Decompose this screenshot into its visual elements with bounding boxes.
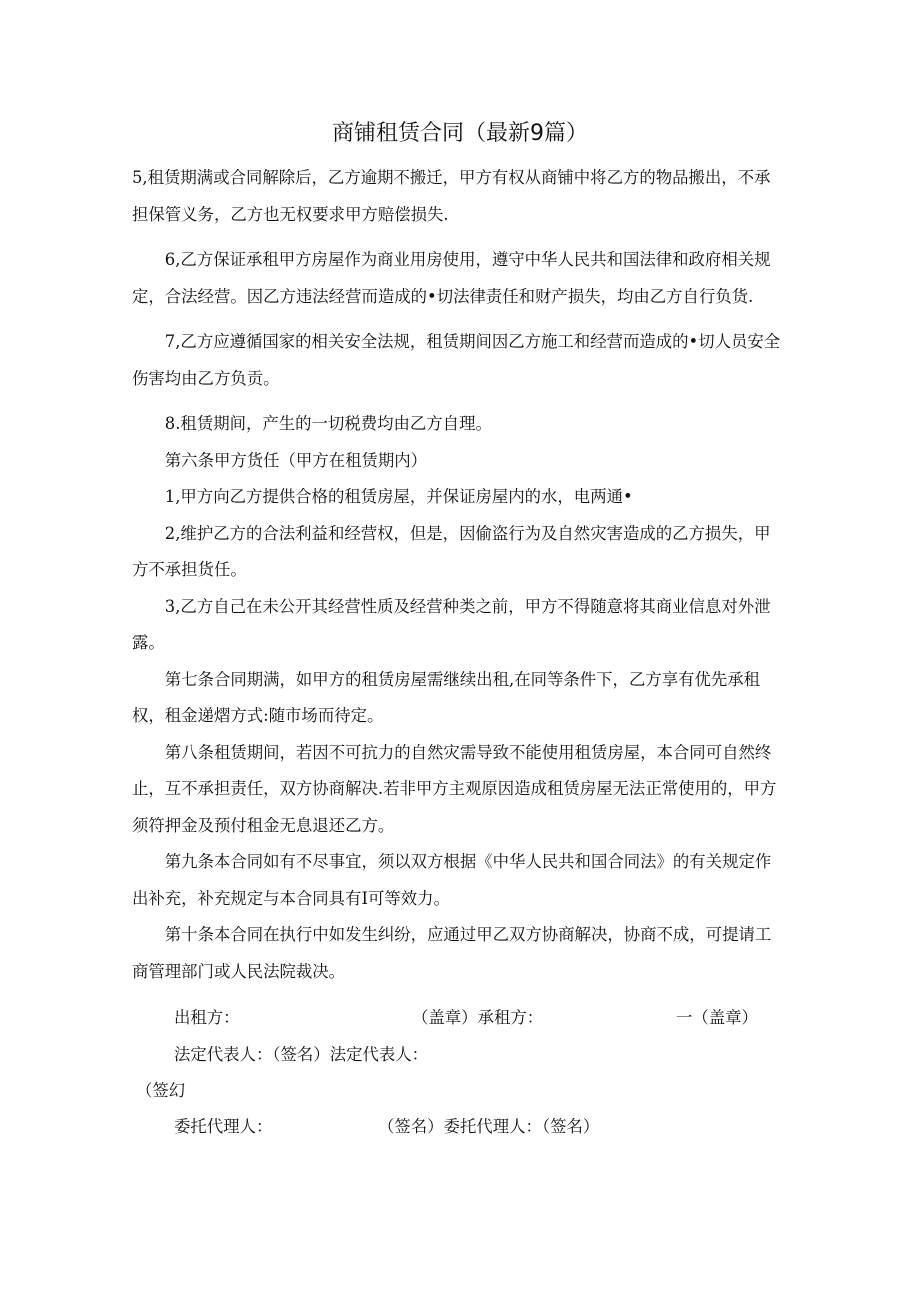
agent-label: 委托代理人： — [174, 1117, 273, 1136]
clause-8: 8.租赁期间，产生的一切税费均由乙方自理。 — [164, 414, 492, 433]
article-7: 第七条合同期满，如甲方的租赁房屋需继续出租,在同等条件下，乙方享有优先承租权，租金递熠方式:随市场而待定。 — [132, 669, 761, 725]
lessee-seal: 一（盖章） — [676, 1008, 758, 1027]
agent-signature-line: （签名）委托代理人：（签名） — [378, 1117, 600, 1136]
article-9: 第九条本合同如有不尽事宜，须以双方根据《中华人民共和国合同法》的有关规定作出补充，补充规定与本合同具有I可等效力。 — [132, 852, 772, 908]
lessor-label: 出租方： — [174, 1008, 240, 1027]
document-title: 商铺租赁合同（最新9篇） — [332, 121, 588, 146]
article-6-item-1: 1,甲方向乙方提供合格的租赁房屋，并保证房屋内的水，电两通• — [164, 487, 633, 506]
article-8: 第八条租赁期间，若因不可抗力的自然灾需导致不能使用租赁房屋，本合同可自然终止，互不承担责任，双方协商解决.若非甲方主观原因造成租赁房屋无法正常使用的，甲方须符押金及预付租金无息退还乙方。 — [132, 742, 777, 835]
article-6-item-3: 3,乙方自己在未公开其经营性质及经营种类之前，甲方不得随意将其商业信息对外泄露。 — [132, 596, 771, 652]
article-6-heading: 第六条甲方货任（甲方在租赁期内） — [164, 450, 428, 470]
article-6-item-2: 2,维护乙方的合法利益和经营权，但是，因偷盗行为及自然灾害造成的乙方损失，甲方不承担货任。 — [132, 523, 771, 579]
signature-fragment: （签幻 — [136, 1081, 186, 1100]
clause-6: 6,乙方保证承租甲方房屋作为商业用房使用，遵守中华人民共和国法律和政府相关规定，合法经营。因乙方违法经营而造成的•切法律责任和财产损失，均由乙方自行负货. — [132, 250, 771, 306]
legal-representative-line: 法定代表人：（签名）法定代表人： — [174, 1045, 429, 1064]
lessor-seal-lessee-label: （盖章）承租方： — [412, 1008, 544, 1027]
document-body — [132, 160, 782, 990]
clause-7: 7,乙方应遵循国家的相关安全法规，租赁期间因乙方施工和经营而造成的•切人员安全伤害均由乙方负贡。 — [132, 332, 781, 388]
clause-5: 5,租赁期满或合同解除后，乙方逾期不搬迁，甲方有权从商铺中将乙方的物品搬出，不承担保管义务，乙方也无权要求甲方赔偿损失. — [132, 168, 771, 224]
article-10: 第十条本合同在执行中如发生纠纷，应通过甲乙双方协商解决，协商不成，可提请工商管理部门或人民法院裁决。 — [132, 925, 772, 981]
